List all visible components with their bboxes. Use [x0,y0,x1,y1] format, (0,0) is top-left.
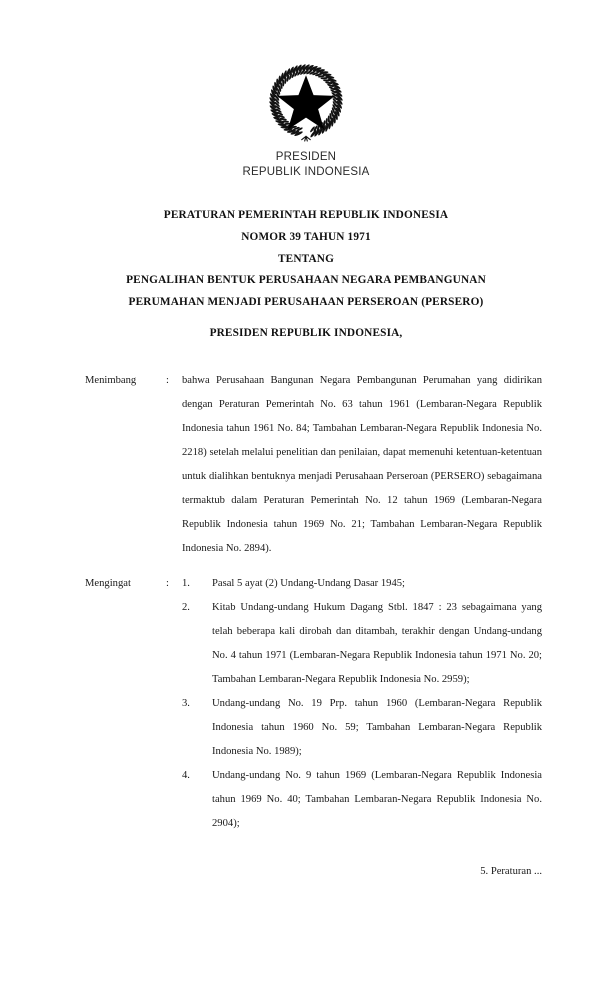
mengingat-list [182,572,542,836]
menimbang-text: bahwa Perusahaan Bangunan Negara Pembangunan Perumahan yang didirikan dengan Peraturan Pemerintah No. 63 tahun 1961 (Lembaran-Negara Republik Indonesia tahun 1961 No. 84; Tambahan Lembaran-Negara Republik Indonesia No. 2218) setelah melalui penelitian dan penilaian, dapat memenuhi ketentuan-ketentuan untuk dialihkan bentuknya menjadi Perusahaan Perseroan (PERSERO) sebagaimana termaktub dalam Peraturan Pemerintah No. 12 tahun 1969 (Lembaran-Negara Republik Indonesia tahun 1969 No. 21; Tambahan Lembaran-Negara Republik Indonesia No. 2894). [182,375,542,554]
mengingat-section [85,572,542,836]
list-item-number: 1. [182,578,190,589]
list-item [182,596,542,692]
list-item-number: 4. [182,770,190,781]
page-title [0,205,612,314]
garuda-star-wreath-emblem [263,58,349,144]
list-item-text: Undang-undang No. 9 tahun 1969 (Lembaran-Negara Republik Indonesia tahun 1969 No. 40; Tambahan Lembaran-Negara Republik Indonesia No. 2904); [212,770,542,829]
mengingat-label: Mengingat [85,578,131,589]
list-item [182,572,542,596]
mengingat-colon: : [166,578,169,589]
list-item-number: 2. [182,602,190,613]
title-line-3: TENTANG [277,252,335,265]
title-line-2: NOMOR 39 TAHUN 1971 [241,230,371,243]
page-catchword: 5. Peraturan ... [480,866,542,877]
mengingat-row [85,572,542,836]
list-item [182,764,542,836]
menimbang-label: Menimbang [85,375,137,386]
title-line-5: PERUMAHAN MENJADI PERUSAHAAN PERSEROAN (PERSERO) [128,296,484,309]
president-heading: PRESIDEN REPUBLIK INDONESIA, [209,327,403,339]
title-line-4: PENGALIHAN BENTUK PERUSAHAAN NEGARA PEMBANGUNAN [126,274,486,287]
list-item [182,692,542,764]
emblem-caption-line-2: REPUBLIK INDONESIA [242,165,370,178]
emblem-block [0,58,612,179]
menimbang-colon: : [166,375,169,386]
emblem-caption [0,150,612,179]
title-line-1: PERATURAN PEMERINTAH REPUBLIK INDONESIA [163,209,449,221]
list-item-number: 3. [182,698,190,709]
emblem-caption-line-1: PRESIDEN [275,151,337,163]
menimbang-row [85,369,542,561]
list-item-text: Undang-undang No. 19 Prp. tahun 1960 (Lembaran-Negara Republik Indonesia tahun 1960 No. 59; Tambahan Lembaran-Negara Republik Indonesia No. 1989); [212,698,542,757]
list-item-text: Pasal 5 ayat (2) Undang-Undang Dasar 1945; [212,578,405,589]
menimbang-section [85,369,542,561]
list-item-text: Kitab Undang-undang Hukum Dagang Stbl. 1847 : 23 sebagaimana yang telah beberapa kali dirobah dan ditambah, terakhir dengan Undang-undang No. 4 tahun 1971 (Lembaran-Negara Republik Indonesia tahun 1971 No. 20; Tambahan Lembaran-Negara Republik Indonesia No. 2959); [212,602,542,685]
